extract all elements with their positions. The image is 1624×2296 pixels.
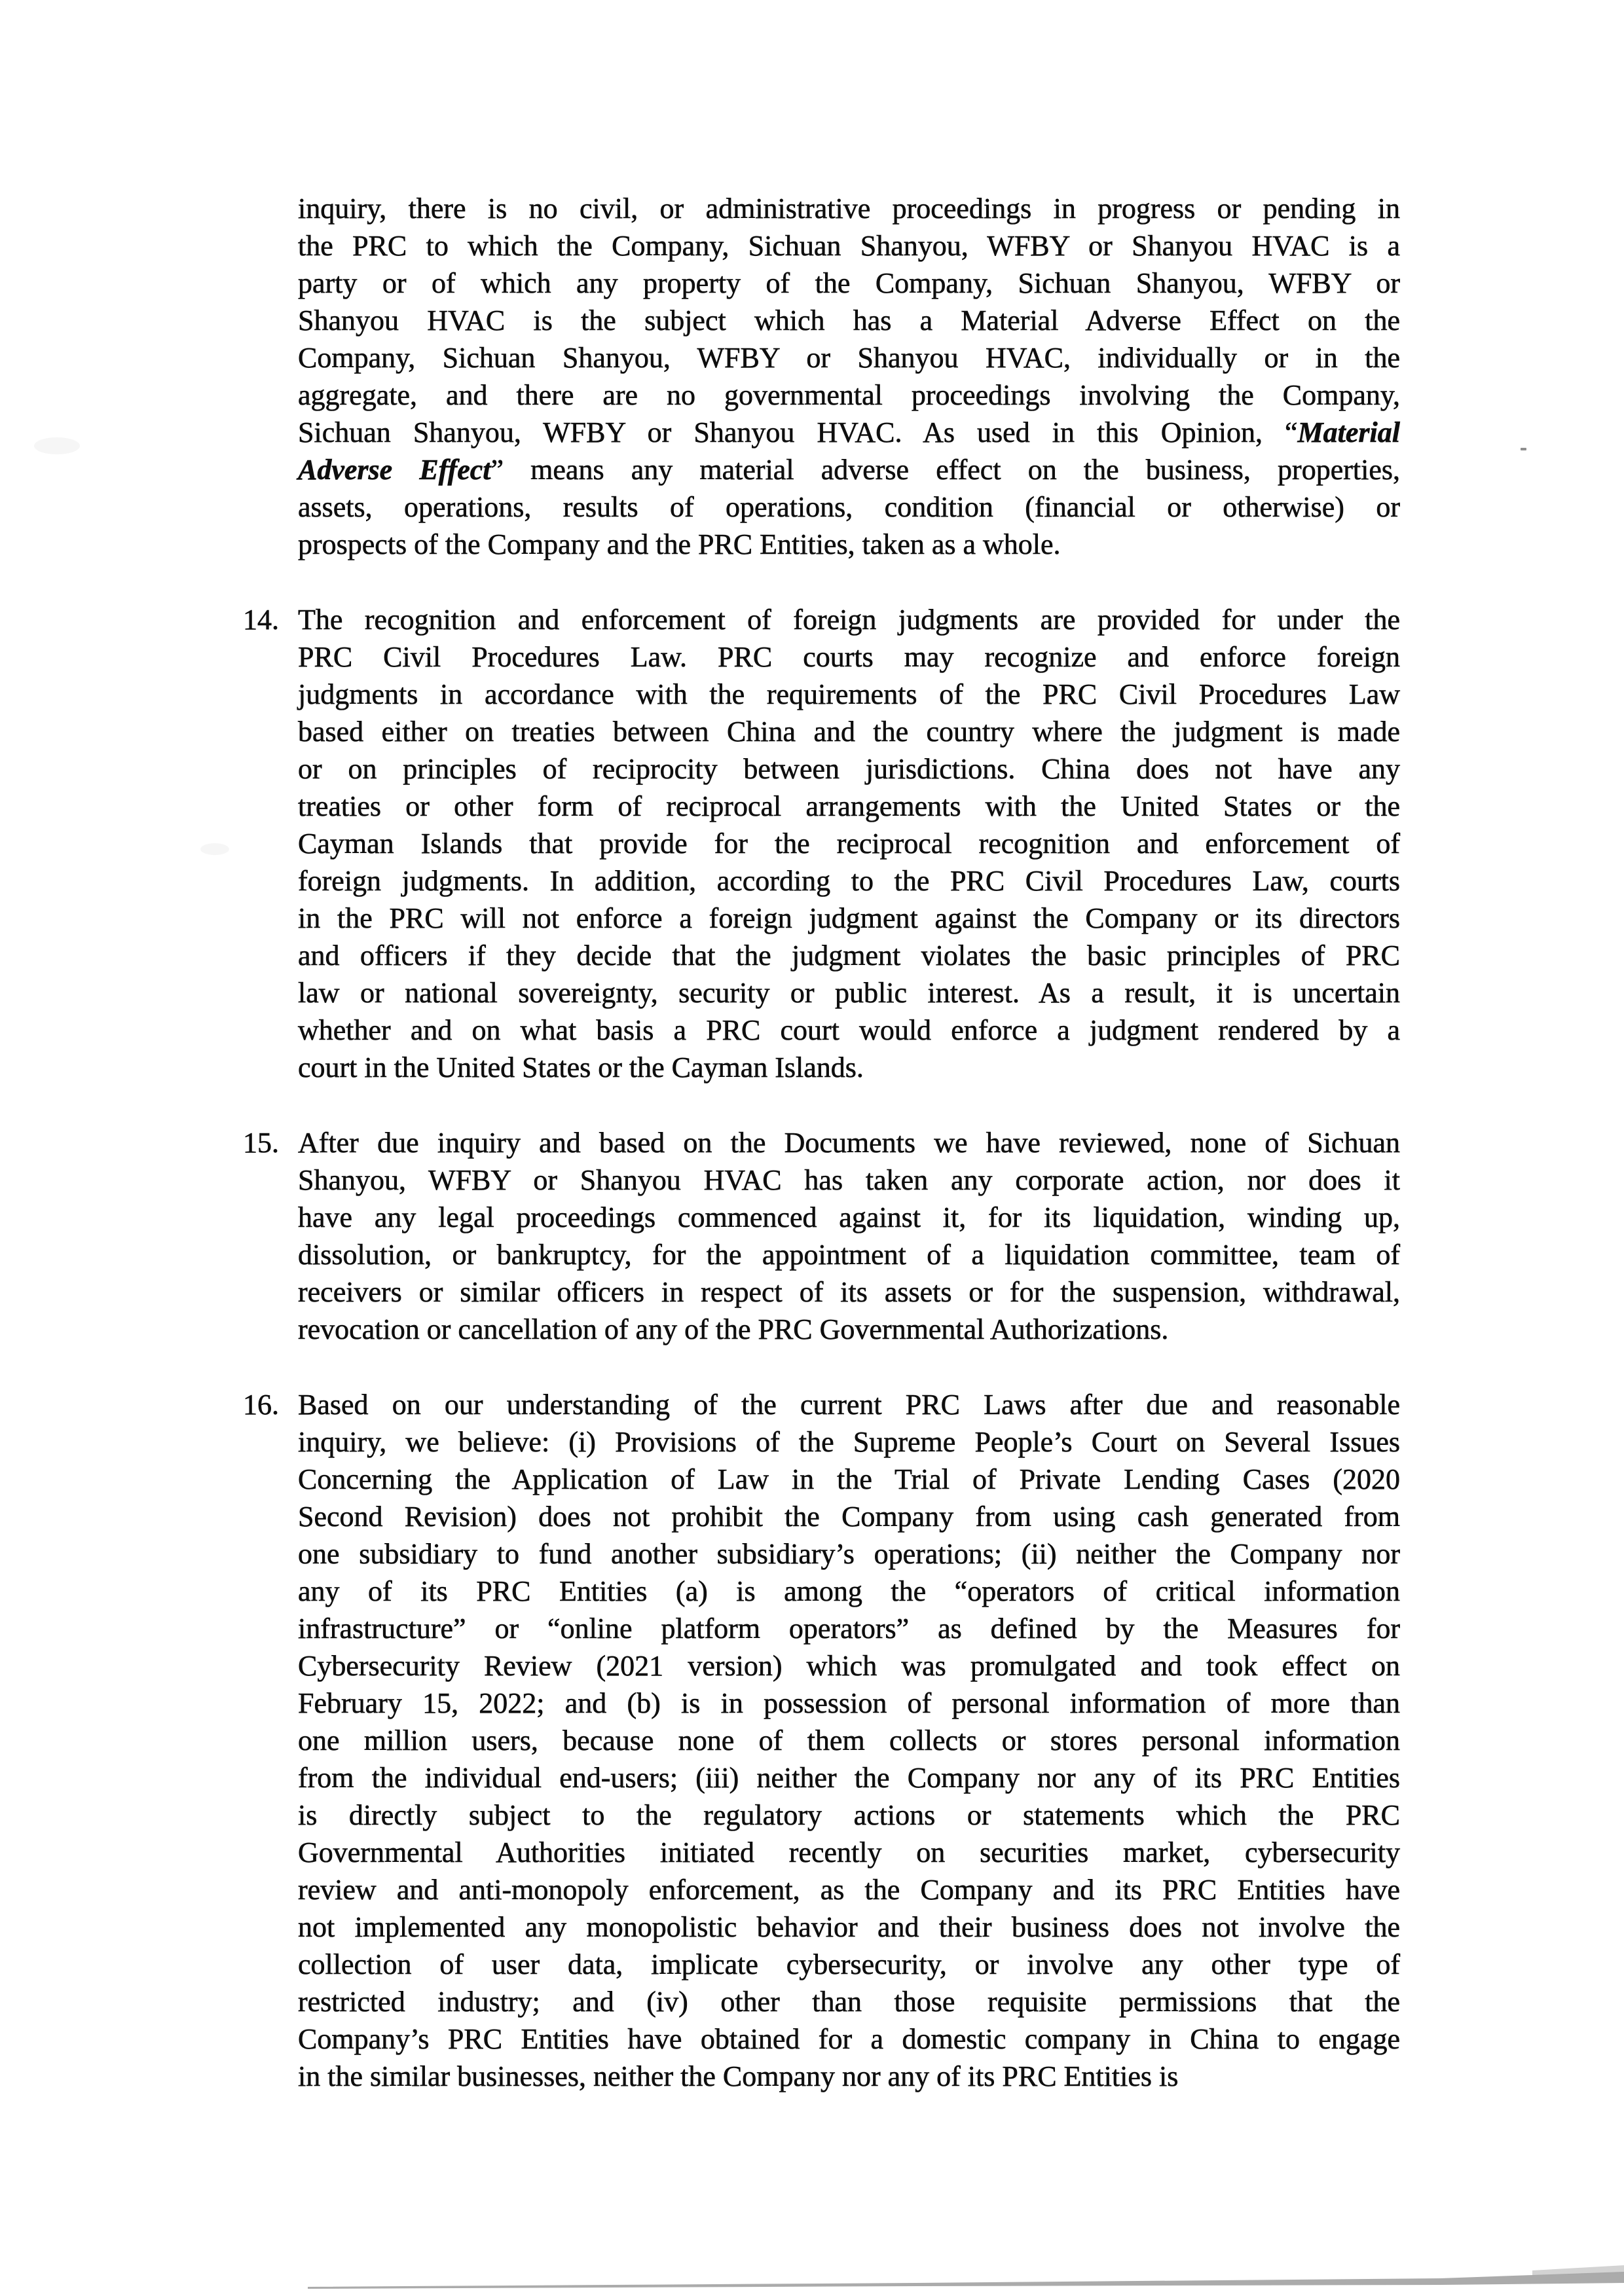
text-segment: inquiry, we believe: (i) Provisions of the Supreme People’s Court on Several Issues (298, 1426, 1400, 1458)
text-line (298, 1498, 1400, 1535)
text-line (298, 937, 1400, 974)
scan-smudge (200, 843, 229, 855)
text-segment: Shanyou HVAC is the subject which has a Material Adverse Effect on the (298, 304, 1400, 337)
defined-term-bold-italic: Adverse Effect (298, 454, 491, 486)
text-line (298, 1199, 1400, 1236)
text-line (298, 1311, 1400, 1348)
numbered-paragraph (243, 601, 1400, 1086)
text-segment: Second Revision) does not prohibit the Company from using cash generated from (298, 1501, 1400, 1533)
text-line (298, 264, 1400, 302)
text-segment: Cybersecurity Review (2021 version) which was promulgated and took effect on (298, 1650, 1400, 1682)
text-line (298, 713, 1400, 750)
text-line (298, 1236, 1400, 1273)
text-line (298, 1124, 1400, 1161)
text-segment: judgments in accordance with the requirements of the PRC Civil Procedures Law (298, 678, 1400, 710)
text-line (298, 1796, 1400, 1834)
text-segment: based either on treaties between China and the country where the judgment is made (298, 716, 1400, 748)
scan-dash-artifact (1521, 448, 1526, 450)
text-line (298, 488, 1400, 526)
text-line (298, 1983, 1400, 2020)
text-line (298, 1834, 1400, 1871)
text-segment: in the similar businesses, neither the Company nor any of its PRC Entities is (298, 2060, 1179, 2092)
text-line (298, 451, 1400, 488)
numbered-paragraph (243, 1386, 1400, 2095)
text-segment: revocation or cancellation of any of the PRC Governmental Authorizations. (298, 1313, 1169, 1345)
text-line (298, 974, 1400, 1011)
text-line (298, 414, 1400, 451)
text-segment: ” means any material adverse effect on the business, properties, (490, 454, 1400, 486)
text-line (298, 1871, 1400, 1908)
scan-smudge (34, 437, 80, 454)
text-segment: any of its PRC Entities (a) is among the “operators of critical information (298, 1575, 1400, 1607)
text-line (298, 1049, 1400, 1086)
text-segment: Concerning the Application of Law in the Trial of Private Lending Cases (2020 (298, 1463, 1400, 1495)
text-line (298, 601, 1400, 638)
text-segment: one million users, because none of them collects or stores personal information (298, 1724, 1400, 1757)
text-segment: review and anti-monopoly enforcement, as the Company and its PRC Entities have (298, 1874, 1400, 1906)
text-line (298, 1573, 1400, 1610)
text-segment: prospects of the Company and the PRC Entities, taken as a whole. (298, 528, 1061, 560)
text-line (298, 1161, 1400, 1199)
text-line (298, 2020, 1400, 2058)
text-segment: infrastructure” or “online platform operators” as defined by the Measures for (298, 1613, 1400, 1645)
text-line (298, 825, 1400, 862)
text-segment: The recognition and enforcement of foreign judgments are provided for under the (298, 604, 1400, 636)
text-line (298, 302, 1400, 339)
text-segment: Governmental Authorities initiated recently on securities market, cybersecurity (298, 1836, 1400, 1868)
text-segment: Sichuan Shanyou, WFBY or Shanyou HVAC. As used in this Opinion, “ (298, 416, 1298, 448)
text-line (298, 1946, 1400, 1983)
text-segment: collection of user data, implicate cybersecurity, or involve any other type of (298, 1948, 1400, 1980)
text-segment: treaties or other form of reciprocal arrangements with the United States or the (298, 790, 1400, 822)
text-segment: inquiry, there is no civil, or administrative proceedings in progress or pending in (298, 192, 1400, 225)
text-segment: court in the United States or the Cayman Islands. (298, 1051, 864, 1084)
text-line (298, 190, 1400, 227)
text-line (298, 676, 1400, 713)
text-segment: or on principles of reciprocity between jurisdictions. China does not have any (298, 753, 1400, 785)
defined-term-bold-italic: Material (1297, 416, 1400, 448)
text-segment: the PRC to which the Company, Sichuan Shanyou, WFBY or Shanyou HVAC is a (298, 230, 1400, 262)
text-line (298, 227, 1400, 264)
numbered-paragraph (243, 1124, 1400, 1348)
text-segment: foreign judgments. In addition, according to the PRC Civil Procedures Law, courts (298, 865, 1400, 897)
paragraph-number: 14. (243, 604, 279, 636)
text-line (298, 1423, 1400, 1461)
text-segment: law or national sovereignty, security or public interest. As a result, it is uncertain (298, 977, 1400, 1009)
text-line (298, 1647, 1400, 1685)
text-segment: and officers if they decide that the judgment violates the basic principles of PRC (298, 939, 1400, 972)
text-line (298, 1685, 1400, 1722)
text-line (298, 788, 1400, 825)
text-segment: is directly subject to the regulatory actions or statements which the PRC (298, 1799, 1400, 1831)
text-segment: have any legal proceedings commenced against it, for its liquidation, winding up, (298, 1201, 1400, 1233)
text-segment: Based on our understanding of the current PRC Laws after due and reasonable (298, 1389, 1400, 1421)
text-segment: February 15, 2022; and (b) is in possession of personal information of more than (298, 1687, 1400, 1719)
text-line (298, 1273, 1400, 1311)
continuation-paragraph (298, 190, 1400, 563)
text-line (298, 2058, 1400, 2095)
text-line (298, 526, 1400, 563)
text-line (298, 376, 1400, 414)
text-line (298, 1610, 1400, 1647)
text-line (298, 638, 1400, 676)
text-segment: not implemented any monopolistic behavior and their business does not involve the (298, 1911, 1400, 1943)
text-segment: assets, operations, results of operations, condition (financial or otherwise) or (298, 491, 1400, 523)
text-segment: After due inquiry and based on the Documents we have reviewed, none of Sichuan (298, 1127, 1400, 1159)
text-line (298, 1535, 1400, 1573)
text-line (298, 1722, 1400, 1759)
text-segment: party or of which any property of the Company, Sichuan Shanyou, WFBY or (298, 267, 1400, 299)
text-line (298, 1461, 1400, 1498)
text-segment: PRC Civil Procedures Law. PRC courts may recognize and enforce foreign (298, 641, 1400, 673)
text-segment: aggregate, and there are no governmental proceedings involving the Company, (298, 379, 1400, 411)
text-segment: Company’s PRC Entities have obtained for a domestic company in China to engage (298, 2023, 1400, 2055)
text-segment: in the PRC will not enforce a foreign judgment against the Company or its directors (298, 902, 1400, 934)
text-segment: dissolution, or bankruptcy, for the appointment of a liquidation committee, team of (298, 1239, 1400, 1271)
text-segment: receivers or similar officers in respect of its assets or for the suspension, withdrawal, (298, 1276, 1400, 1308)
text-line (298, 750, 1400, 788)
text-segment: one subsidiary to fund another subsidiary’s operations; (ii) neither the Company nor (298, 1538, 1400, 1570)
text-segment: Cayman Islands that provide for the reciprocal recognition and enforcement of (298, 828, 1400, 860)
text-segment: from the individual end-users; (iii) neither the Company nor any of its PRC Entities (298, 1762, 1400, 1794)
text-segment: Shanyou, WFBY or Shanyou HVAC has taken any corporate action, nor does it (298, 1164, 1400, 1196)
text-line (298, 1759, 1400, 1796)
paragraph-number: 16. (243, 1389, 279, 1421)
text-block (243, 190, 1400, 2095)
text-segment: whether and on what basis a PRC court would enforce a judgment rendered by a (298, 1014, 1400, 1046)
text-line (298, 1908, 1400, 1946)
text-line (298, 900, 1400, 937)
text-line (298, 862, 1400, 900)
text-line (298, 1011, 1400, 1049)
text-segment: restricted industry; and (iv) other than those requisite permissions that the (298, 1986, 1400, 2018)
text-line (298, 339, 1400, 376)
text-line (298, 1386, 1400, 1423)
paragraph-number: 15. (243, 1127, 279, 1159)
text-segment: Company, Sichuan Shanyou, WFBY or Shanyou HVAC, individually or in the (298, 342, 1400, 374)
